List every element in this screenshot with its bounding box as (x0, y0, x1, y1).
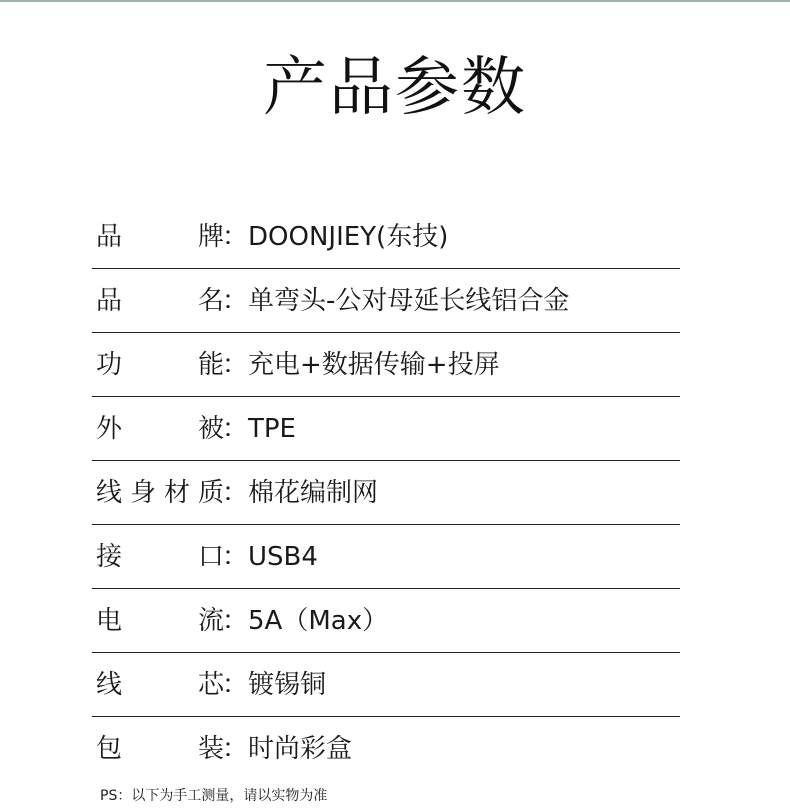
spec-value: 镀锡铜 (248, 670, 327, 700)
spec-label (96, 413, 224, 445)
spec-value: 5A（Max） (248, 606, 389, 636)
spec-label (96, 477, 224, 509)
spec-colon: ： (222, 478, 249, 508)
spec-value: 棉花编制网 (248, 478, 379, 508)
spec-label-char: 外 (96, 414, 123, 444)
spec-label-char: 电 (96, 606, 123, 636)
top-border-line (0, 0, 790, 2)
spec-label-char: 品 (96, 286, 123, 316)
spec-label-char: 品 (96, 222, 123, 252)
spec-label-char: 装 (197, 734, 224, 764)
spec-row-brand (92, 205, 680, 269)
spec-list (92, 205, 680, 781)
spec-value: 时尚彩盒 (248, 734, 353, 764)
spec-colon: ： (222, 222, 249, 252)
spec-value: USB4 (248, 542, 318, 572)
spec-colon: ： (222, 734, 249, 764)
spec-value: DOONJIEY(东技) (248, 222, 449, 252)
spec-colon: ： (222, 414, 249, 444)
spec-label (96, 669, 224, 701)
spec-row-packaging (92, 717, 680, 781)
spec-row-interface (92, 525, 680, 589)
spec-row-material (92, 461, 680, 525)
spec-label-char: 口 (197, 542, 224, 572)
spec-label-char: 能 (197, 350, 224, 380)
spec-row-jacket (92, 397, 680, 461)
spec-value: TPE (248, 414, 296, 444)
spec-label (96, 541, 224, 573)
spec-label (96, 733, 224, 765)
spec-label-char: 材 (163, 478, 190, 508)
spec-label-char: 质 (197, 478, 224, 508)
spec-label (96, 285, 224, 317)
spec-label (96, 605, 224, 637)
spec-colon: ： (222, 286, 249, 316)
spec-label-char: 线 (96, 478, 123, 508)
spec-colon: ： (222, 606, 249, 636)
spec-label-char: 接 (96, 542, 123, 572)
spec-colon: ： (222, 670, 249, 700)
spec-colon: ： (222, 542, 249, 572)
spec-row-product-name (92, 269, 680, 333)
footnote: PS：以下为手工测量，请以实物为准 (100, 788, 328, 804)
spec-label-char: 被 (197, 414, 224, 444)
spec-label-char: 线 (96, 670, 123, 700)
spec-value: 充电+数据传输+投屏 (248, 350, 500, 380)
spec-label-char: 身 (129, 478, 156, 508)
spec-label-char: 流 (197, 606, 224, 636)
spec-label-char: 功 (96, 350, 123, 380)
spec-label-char: 牌 (197, 222, 224, 252)
spec-row-function (92, 333, 680, 397)
page-title: 产品参数 (263, 51, 527, 125)
spec-row-current (92, 589, 680, 653)
spec-label-char: 名 (197, 286, 224, 316)
spec-label-char: 包 (96, 734, 123, 764)
spec-label (96, 221, 224, 253)
spec-row-core (92, 653, 680, 717)
spec-value: 单弯头-公对母延长线铝合金 (248, 286, 570, 316)
spec-colon: ： (222, 350, 249, 380)
spec-label (96, 349, 224, 381)
spec-label-char: 芯 (197, 670, 224, 700)
